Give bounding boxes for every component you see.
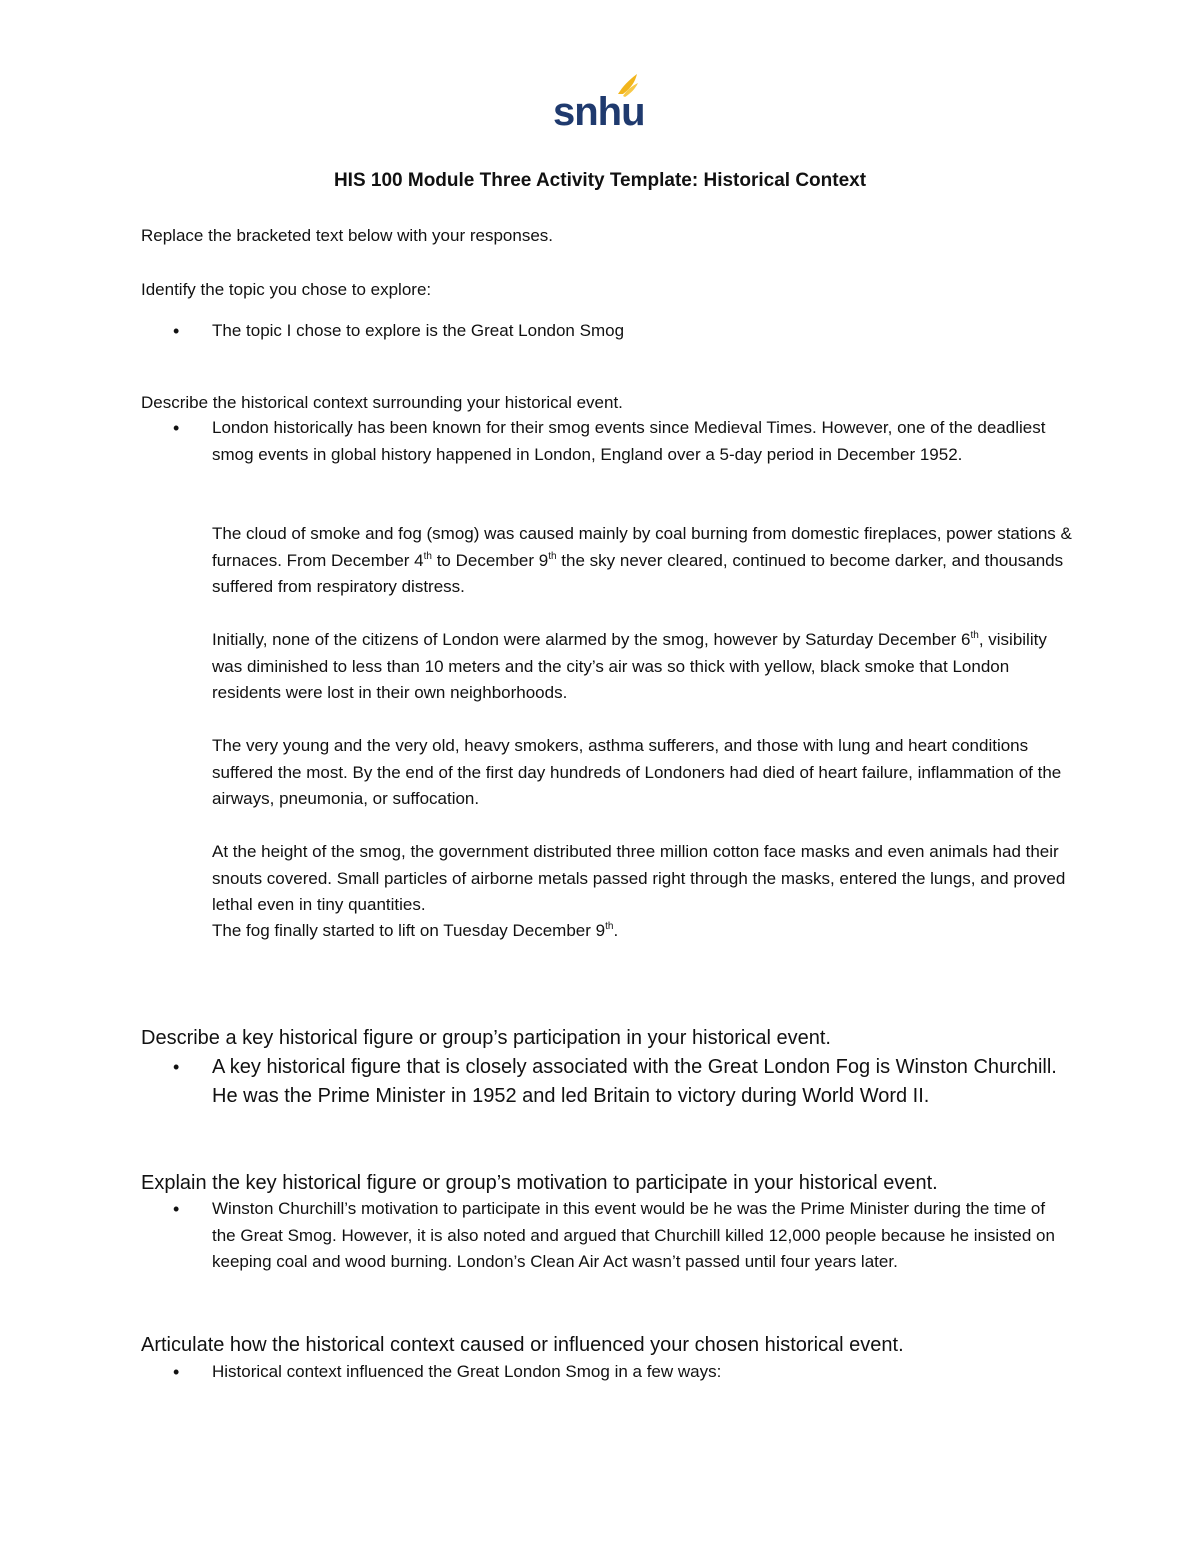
bullet-icon: • bbox=[173, 321, 180, 341]
context-paragraph: The very young and the very old, heavy smokers, asthma sufferers, and those with lung and heart conditions suffered the most. By the end of the first day hundreds of Londoners had died of heart failure, inflammation of the airways, pneumonia, or suffocation. bbox=[212, 736, 1062, 808]
bullet-icon: • bbox=[173, 1057, 180, 1077]
motivation-answer: Winston Churchill’s motivation to participate in this event would be he was the Prime Minister during the time of the Great Smog. However, it is also noted and argued that Churchill killed 12,000 people because he insisted on keeping coal and wood burning. London’s Clean Air Act wasn’t passed until four years later. bbox=[212, 1199, 1055, 1271]
topic-answer: The topic I chose to explore is the Great London Smog bbox=[212, 321, 625, 340]
page-title: HIS 100 Module Three Activity Template: Historical Context bbox=[333, 170, 867, 191]
context-paragraph: Initially, none of the citizens of London were alarmed by the smog, however by Saturday December 6th, visibility was diminished to less than 10 meters and the city’s air was so thick with yellow, black smoke that London residents were lost in their own neighborhoods. bbox=[212, 630, 1047, 702]
instruction-text: Replace the bracketed text below with your responses. bbox=[141, 226, 554, 245]
context-paragraph: At the height of the smog, the government distributed three million cotton face masks and even animals had their snouts covered. Small particles of airborne metals passed right through the masks, entered the lungs, and proved lethal even in tiny quantities. bbox=[212, 842, 1066, 914]
context-paragraph: The fog finally started to lift on Tuesday December 9th. bbox=[212, 921, 619, 940]
snhu-logo bbox=[553, 70, 643, 136]
bullet-icon: • bbox=[173, 418, 180, 438]
context-prompt: Describe the historical context surrounding your historical event. bbox=[141, 393, 623, 412]
motivation-prompt: Explain the key historical figure or group’s motivation to participate in your historical event. bbox=[141, 1172, 938, 1194]
context-paragraph: The cloud of smoke and fog (smog) was caused mainly by coal burning from domestic fireplaces, power stations & furnaces. From December 4th to December 9th the sky never cleared, continued to become darker, and thousands suffered from respiratory distress. bbox=[212, 524, 1072, 596]
influence-answer: Historical context influenced the Great London Smog in a few ways: bbox=[212, 1362, 722, 1381]
influence-prompt: Articulate how the historical context caused or influenced your chosen historical event. bbox=[141, 1334, 904, 1356]
bullet-icon: • bbox=[173, 1199, 180, 1219]
figure-prompt: Describe a key historical figure or group’s participation in your historical event. bbox=[141, 1027, 831, 1049]
context-paragraph: London historically has been known for their smog events since Medieval Times. However, one of the deadliest smog events in global history happened in London, England over a 5-day period in December 1952. bbox=[212, 418, 1046, 464]
topic-prompt: Identify the topic you chose to explore: bbox=[141, 280, 432, 299]
bullet-icon: • bbox=[173, 1362, 180, 1382]
logo-text: snhu bbox=[553, 90, 645, 134]
figure-answer: A key historical figure that is closely associated with the Great London Fog is Winston Churchill. He was the Prime Minister in 1952 and led Britain to victory during World Word II. bbox=[212, 1056, 1057, 1107]
